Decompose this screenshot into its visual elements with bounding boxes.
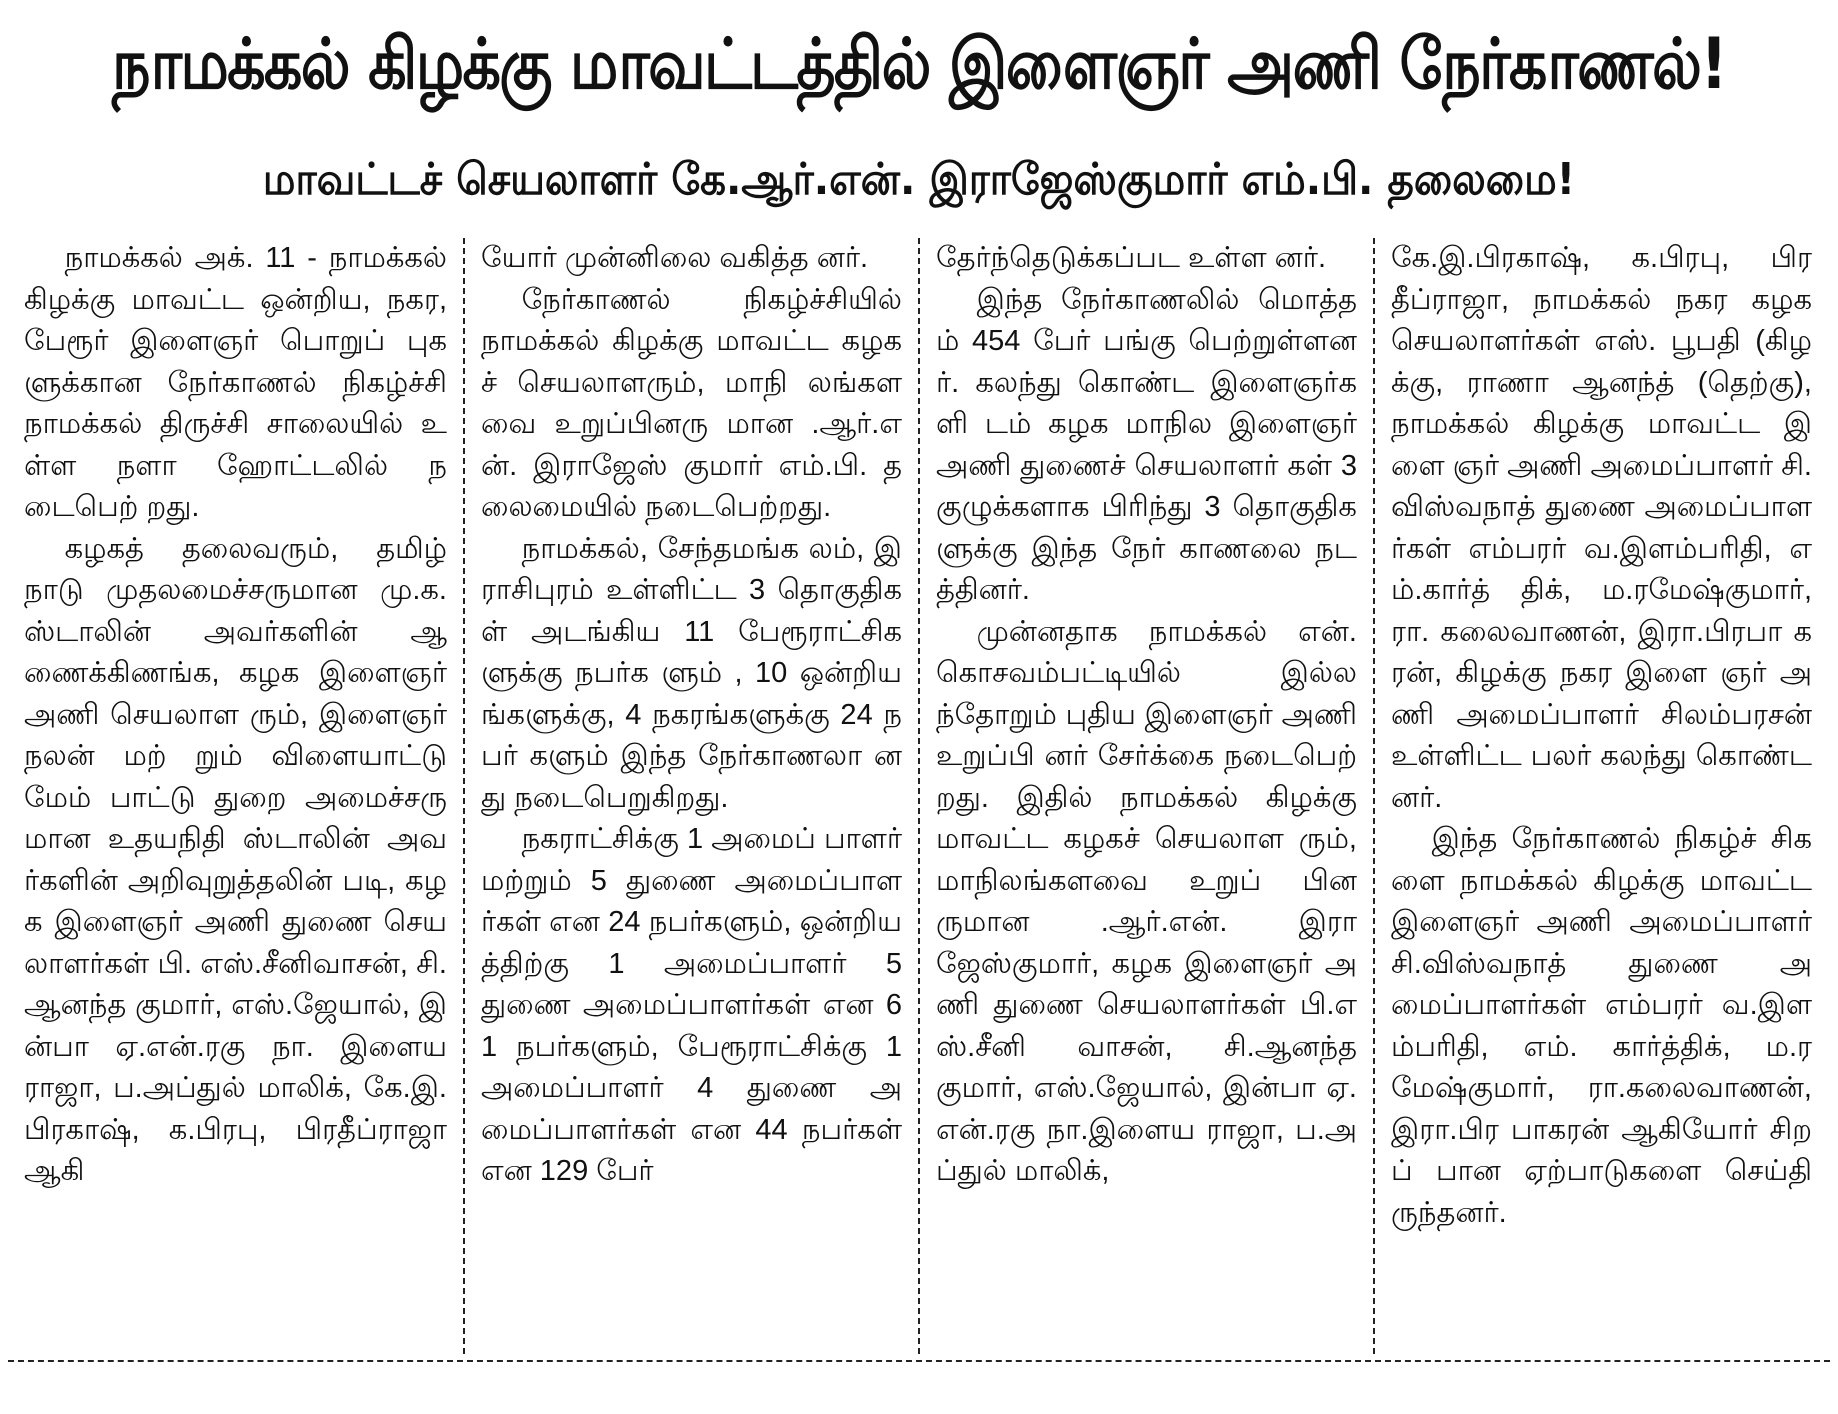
article-column-4 xyxy=(1373,238,1828,1354)
paragraph: நாமக்கல் அக். 11 - நாமக்கல் கிழக்கு மாவட்ட ஒன்றிய, நகர, பேரூர் இளைஞர் பொறுப் புகளுக்கான நேர்காணல் நிகழ்ச்சி நாமக்கல் திருச்சி சாலையில் உள்ள நளா ஹோட்டலில் நடைபெற் றது. xyxy=(24,242,447,523)
paragraph: கழகத் தலைவரும், தமிழ் நாடு முதலமைச்சருமான மு.க.ஸ்டாலின் அவர்களின் ஆணைக்கிணங்க, கழக இளைஞர் அணி செயலாள ரும், இளைஞர் நலன் மற் றும் விளையாட்டு மேம் பாட்டு துறை அமைச்சரு மான உதயநிதி ஸ்டாலின் அவர்களின் அறிவுறுத்தலின் படி, கழக இளைஞர் அணி துணை செயலாளர்கள் பி. எஸ்.சீனிவாசன், சி.ஆனந்த குமார், எஸ்.ஜேயால், இன்பா ஏ.என்.ரகு நா. இளையராஜா, ப.அப்துல் மாலிக், கே.இ.பிரகாஷ், க.பிரபு, பிரதீப்ராஜா ஆகி xyxy=(24,532,447,1187)
article-column-3 xyxy=(918,238,1373,1354)
paragraph: இந்த நேர்காணல் நிகழ்ச் சிகளை நாமக்கல் கிழக்கு மாவட்ட இளைஞர் அணி அமைப்பாளர் சி.விஸ்வநாத் துணை அமைப்பாளர்கள் எம்பரர் வ.இளம்பரிதி, எம். கார்த்திக், ம.ரமேஷ்குமார், ரா.கலைவாணன், இரா.பிர பாகரன் ஆகியோர் சிறப் பான ஏற்பாடுகளை செய்தி ருந்தனர். xyxy=(1391,823,1812,1229)
subheadline: மாவட்டச் செயலாளர் கே.ஆர்.என். இராஜேஸ்குமார் எம்.பி. தலைமை! xyxy=(262,153,1576,205)
paragraph: நேர்காணல் நிகழ்ச்சியில் நாமக்கல் கிழக்கு மாவட்ட கழகச் செயலாளரும், மாநி லங்களவை உறுப்பினரு மான .ஆர்.என். இராஜேஸ் குமார் எம்.பி. தலைமையில் நடைபெற்றது. xyxy=(481,283,902,523)
paragraph: நகராட்சிக்கு 1 அமைப் பாளர் மற்றும் 5 துணை அமைப்பாளர்கள் என 24 நபர்களும், ஒன்றியத்திற்கு 1 அமைப்பாளர் 5 துணை அமைப்பாளர்கள் என 61 நபர்களும், பேரூராட்சிக்கு 1 அமைப்பாளர் 4 துணை அமைப்பாளர்கள் என 44 நபர்கள் என 129 பேர் xyxy=(481,823,902,1187)
article-column-2 xyxy=(463,238,918,1354)
paragraph: தேர்ந்தெடுக்கப்பட உள்ள னர். xyxy=(936,242,1327,274)
article-columns xyxy=(8,238,1830,1354)
paragraph: யோர் முன்னிலை வகித்த னர். xyxy=(481,242,869,274)
headline: நாமக்கல் கிழக்கு மாவட்டத்தில் இளைஞர் அணி நேர்காணல்! xyxy=(111,22,1727,105)
paragraph: இந்த நேர்காணலில் மொத்தம் 454 பேர் பங்கு பெற்றுள்ளனர். கலந்து கொண்ட இளைஞர்களி டம் கழக மாநில இளைஞர் அணி துணைச் செயலாளர் கள் 3 குழுக்களாக பிரிந்து 3 தொகுதிகளுக்கு இந்த நேர் காணலை நடத்தினர். xyxy=(936,283,1357,606)
paragraph: முன்னதாக நாமக்கல் என். கொசவம்பட்டியில் இல்லந்தோறும் புதிய இளைஞர் அணி உறுப்பி னர் சேர்க்கை நடைபெற் றது. இதில் நாமக்கல் கிழக்கு மாவட்ட கழகச் செயலாள ரும், மாநிலங்களவை உறுப் பினருமான .ஆர்.என். இரா ஜேஸ்குமார், கழக இளைஞர் அணி துணை செயலாளர்கள் பி.எஸ்.சீனி வாசன், சி.ஆனந்தகுமார், எஸ்.ஜேயால், இன்பா ஏ.என்.ரகு நா.இளைய ராஜா, ப.அப்துல் மாலிக், xyxy=(936,615,1357,1187)
article-column-1 xyxy=(8,238,463,1354)
bottom-divider xyxy=(8,1360,1830,1362)
paragraph: நாமக்கல், சேந்தமங்க லம், இராசிபுரம் உள்ளிட்ட 3 தொகுதிகள் அடங்கிய 11 பேரூராட்சிகளுக்கு நபர்க ளும் , 10 ஒன்றியங்களுக்கு, 4 நகரங்களுக்கு 24 நபர் களும் இந்த நேர்காணலா னது நடைபெறுகிறது. xyxy=(481,532,902,814)
paragraph: கே.இ.பிரகாஷ், க.பிரபு, பிரதீப்ராஜா, நாமக்கல் நகர கழக செயலாளர்கள் எஸ். பூபதி (கிழக்கு, ராணா ஆனந்த் (தெற்கு), நாமக்கல் கிழக்கு மாவட்ட இளை ஞர் அணி அமைப்பாளர் சி.விஸ்வநாத் துணை அமைப்பாளர்கள் எம்பரர் வ.இளம்பரிதி, எம்.கார்த் திக், ம.ரமேஷ்குமார், ரா. கலைவாணன், இரா.பிரபா கரன், கிழக்கு நகர இளை ஞர் அணி அமைப்பாளர் சிலம்பரசன் உள்ளிட்ட பலர் கலந்து கொண்டனர். xyxy=(1391,242,1812,814)
